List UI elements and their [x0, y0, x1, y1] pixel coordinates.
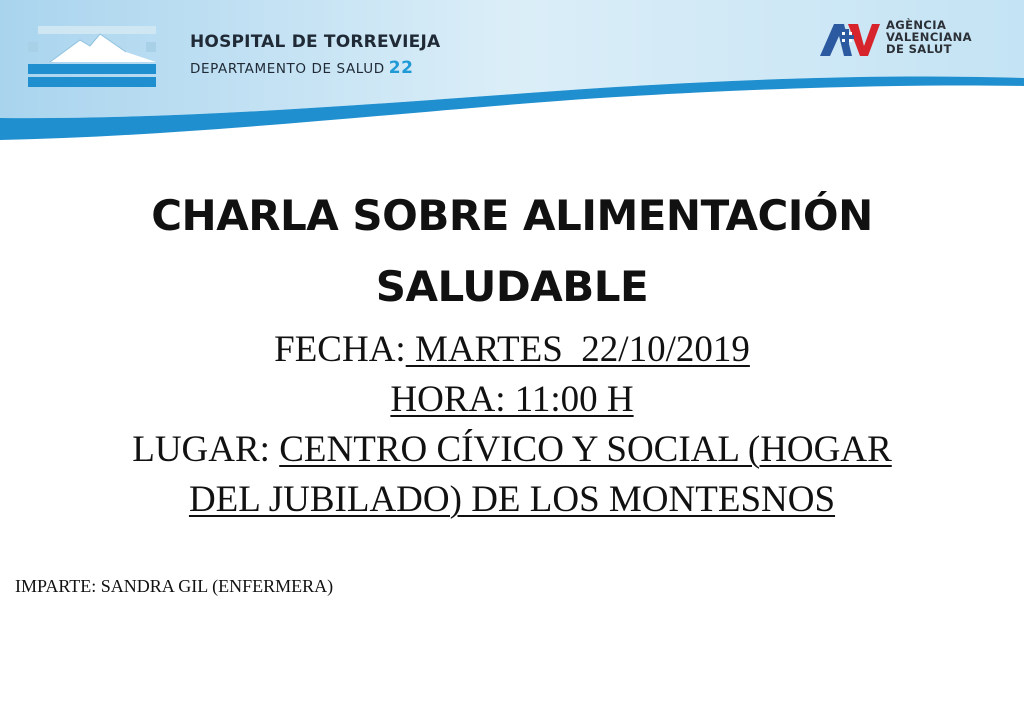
place-line-2	[0, 478, 1024, 521]
event-title-line-1: CHARLA SOBRE ALIMENTACIÓN	[151, 191, 873, 240]
date-label: FECHA:	[274, 329, 406, 370]
time-line	[0, 378, 1024, 421]
hospital-name: HOSPITAL DE TORREVIEJA	[190, 32, 441, 52]
agency-name	[886, 19, 972, 55]
place-label: LUGAR:	[132, 429, 280, 470]
event-title-line-2: SALUDABLE	[375, 262, 649, 311]
place-line-1	[0, 428, 1024, 471]
agency-name-line-1: AGÈNCIA	[886, 18, 947, 32]
department-number: 22	[388, 58, 414, 78]
date-value: MARTES 22/10/2019	[405, 329, 750, 370]
date-line	[0, 328, 1024, 371]
speaker-credit: IMPARTE: SANDRA GIL (ENFERMERA)	[15, 576, 334, 596]
department-label	[190, 58, 414, 78]
agency-name-line-2: VALENCIANA	[886, 30, 972, 44]
hospital-logo-icon	[28, 22, 156, 90]
place-value-1: CENTRO CÍVICO Y SOCIAL (HOGAR	[279, 429, 892, 470]
place-value-2: DEL JUBILADO) DE LOS MONTESNOS	[188, 479, 836, 520]
time-value: HORA: 11:00 H	[390, 379, 634, 420]
agency-logo-icon	[818, 22, 880, 58]
department-text: DEPARTAMENTO DE SALUD	[190, 61, 385, 77]
agency-name-line-3: DE SALUT	[886, 42, 952, 56]
